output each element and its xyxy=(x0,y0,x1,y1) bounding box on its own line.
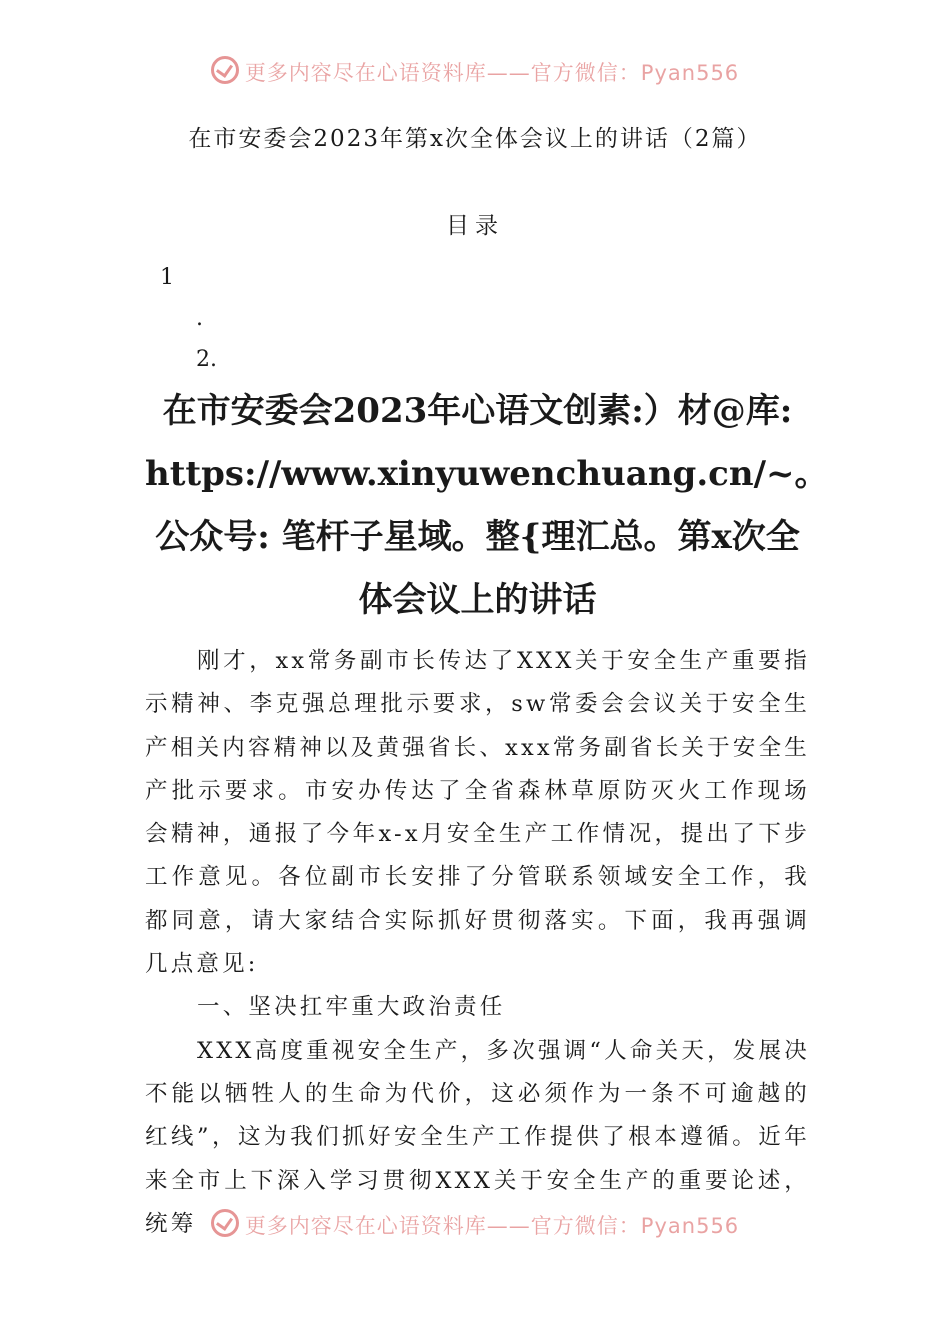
paragraph: 刚才，xx常务副市长传达了XXX关于安全生产重要指示精神、李克强总理批示要求，sw常委会会议关于安全生产相关内容精神以及黄强省长、xxx常务副省长关于安全生产批示要求。市安办传达了全省森林草原防灭火工作现场会精神，通报了今年x-x月安全生产工作情况，提出了下步工作意见。各位副市长安排了分管联系领域安全工作，我都同意，请大家结合实际抓好贯彻落实。下面，我再强调几点意见: xyxy=(145,648,810,978)
watermark-text: 更多内容尽在心语资料库——官方微信：Pyan556 xyxy=(244,1214,740,1238)
document-title: 在市安委会2023年第x次全体会议上的讲话（2篇） xyxy=(188,126,762,152)
watermark-top xyxy=(0,56,950,87)
speech-title: 在市安委会2023年心语文创素:）材@库: https://www.xinyuwenchuang.cn/~。公众号: 笔杆子星域。整{理汇总。第x次全体会议上的讲话 xyxy=(145,391,829,620)
toc-item[interactable]: 2. xyxy=(196,347,217,372)
toc-item[interactable]: . xyxy=(196,306,203,331)
watermark-text: 更多内容尽在心语资料库——官方微信：Pyan556 xyxy=(244,61,740,85)
logo-icon xyxy=(211,56,239,84)
toc-item[interactable]: 1 xyxy=(160,265,174,290)
body-text xyxy=(145,640,810,1246)
paragraph: XXX高度重视安全生产，多次强调“人命关天，发展决不能以牺牲人的生命为代价，这必须作为一条不可逾越的红线”，这为我们抓好安全生产工作提供了根本遵循。近年来全市上下深入学习贯彻XXX关于安全生产的重要论述，统筹 xyxy=(145,1037,810,1237)
logo-icon xyxy=(211,1209,239,1237)
section-heading: 一、坚决扛牢重大政治责任 xyxy=(197,994,506,1021)
watermark-bottom xyxy=(0,1209,950,1240)
toc-heading: 目录 xyxy=(446,213,504,239)
